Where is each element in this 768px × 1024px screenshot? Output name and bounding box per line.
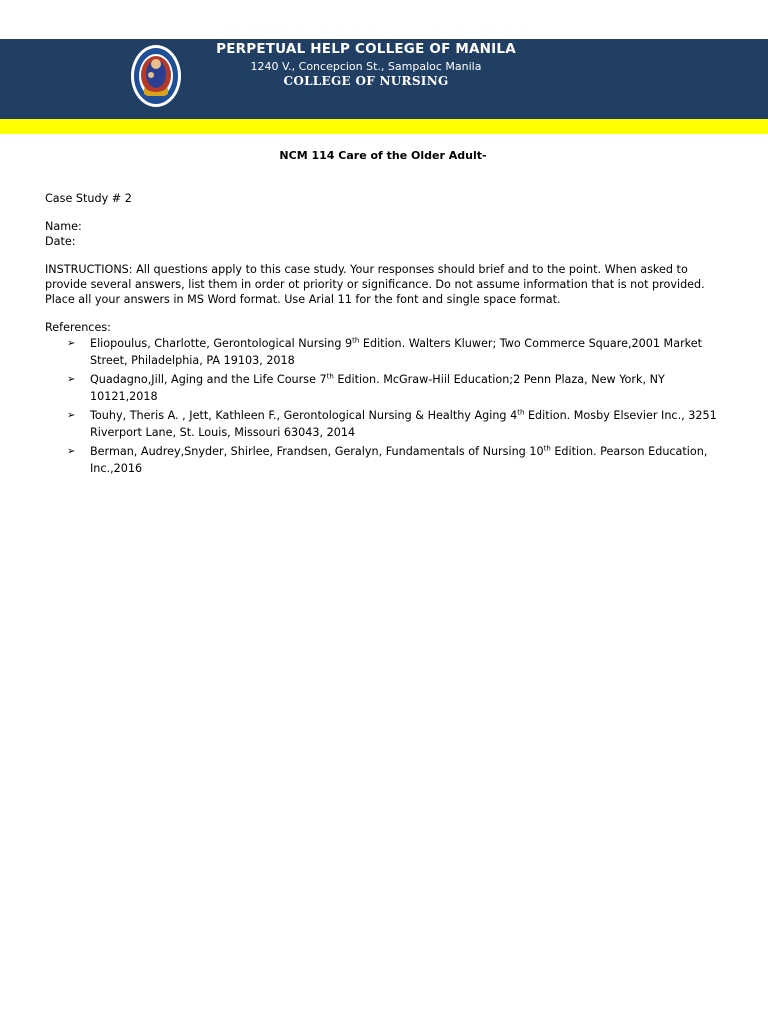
instructions-paragraph: INSTRUCTIONS: All questions apply to this case study. Your responses should brief and to the point. When asked to provide several answers, list them in order ot priority or significance. Do not assume information that is not provided. Place all your answers in MS Word format. Use Arial 11 for the font and single space format. [45,263,705,306]
college-department: COLLEGE OF NURSING [283,74,449,88]
reference-item: ➢ Eliopoulus, Charlotte, Gerontological Nursing 9th Edition. Walters Kluwer; Two Commerce Square,2001 Market Street, Philadelphia, PA 19103, 2018 [67,336,703,367]
document-body [45,148,721,479]
reference-item: ➢ Quadagno,Jill, Aging and the Life Course 7th Edition. McGraw-Hiil Education;2 Penn Plaza, New York, NY 10121,2018 [67,372,665,403]
date-label: Date: [45,235,76,248]
arrow-bullet-icon: ➢ [67,338,76,349]
case-study-label: Case Study # 2 [45,192,132,205]
name-label: Name: [45,220,82,233]
references-list [45,335,721,477]
references-label: References: [45,321,111,334]
arrow-bullet-icon: ➢ [67,410,76,421]
college-address: 1240 V., Concepcion St., Sampaloc Manila [250,60,482,73]
college-name: PERPETUAL HELP COLLEGE OF MANILA [216,41,516,57]
letterhead-stripe [0,119,768,134]
arrow-bullet-icon: ➢ [67,446,76,457]
arrow-bullet-icon: ➢ [67,374,76,385]
reference-item: ➢ Berman, Audrey,Snyder, Shirlee, Frandsen, Geralyn, Fundamentals of Nursing 10th Edition. Pearson Education, Inc.,2016 [67,444,708,475]
course-title: NCM 114 Care of the Older Adult- [279,149,487,162]
reference-item: ➢ Touhy, Theris A. , Jett, Kathleen F., Gerontological Nursing & Healthy Aging 4th Edition. Mosby Elsevier Inc., 3251 Riverport Lane, St. Louis, Missouri 63043, 2014 [67,408,717,439]
